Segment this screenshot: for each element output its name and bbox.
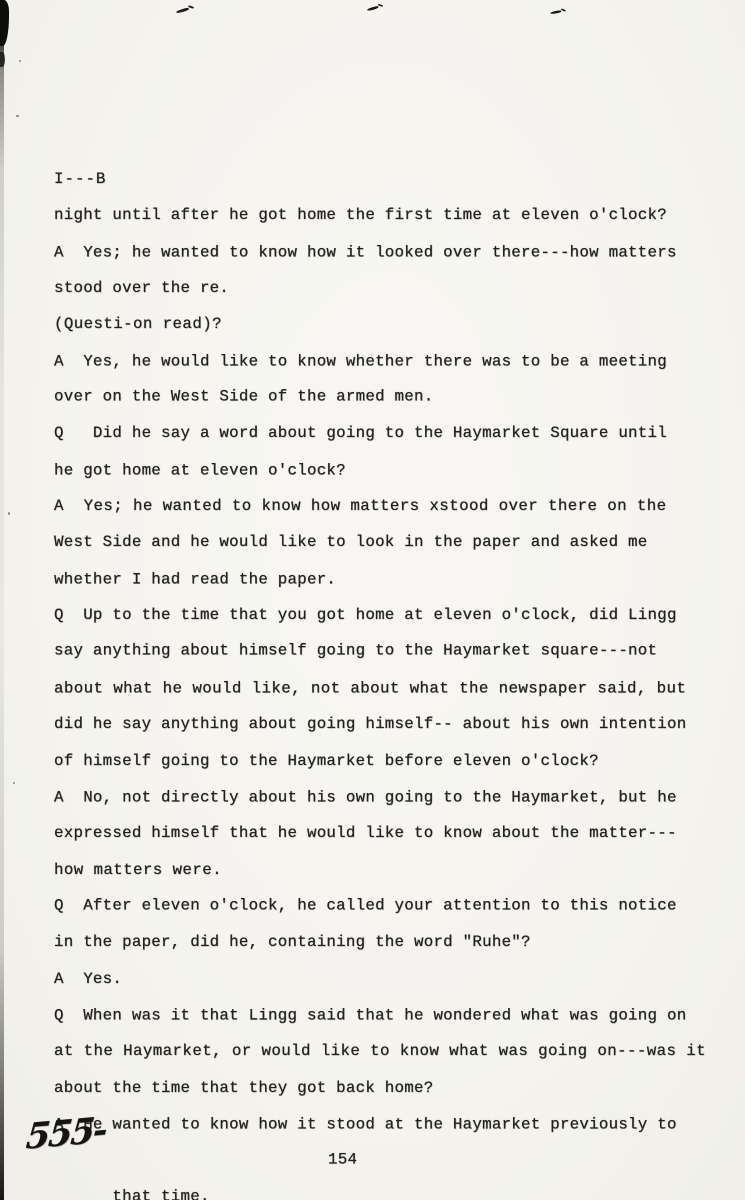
scan-edge-blob (0, 0, 9, 46)
transcript-line: Q After eleven o'clock, he called your attention to this notice (54, 896, 677, 915)
transcript-line: over on the West Side of the armed men. (54, 387, 434, 406)
ink-smudge (550, 8, 566, 16)
transcript-line: how matters were. (54, 860, 222, 879)
transcript-line: of himself going to the Haymarket before eleven o'clock? (54, 751, 599, 770)
paper-speck (16, 115, 19, 117)
transcript-line: about what he would like, not about what the newspaper said, but (54, 679, 687, 698)
paper-speck (13, 782, 15, 784)
transcript-line: in the paper, did he, containing the word "Ruhe"? (54, 933, 531, 952)
handwritten-margin-number: 555- (24, 1109, 108, 1158)
transcript-line: say anything about himself going to the Haymarket square---not (54, 641, 658, 660)
typewritten-text-block (54, 161, 714, 1200)
paper-speck (19, 60, 21, 62)
transcript-line: A He wanted to know how it stood at the Haymarket previously to (54, 1115, 677, 1134)
transcript-line: stood over the re. (54, 279, 230, 298)
transcript-line: night until after he got home the first time at eleven o'clock? (54, 206, 667, 225)
section-label: I---B (54, 170, 107, 188)
last-line-text: that time. (112, 1187, 210, 1200)
transcript-line: (Questi-on read)? (54, 315, 222, 334)
transcript-line: Q Up to the time that you got home at eleven o'clock, did Lingg (54, 606, 677, 625)
scan-edge-blob (0, 52, 5, 67)
transcript-line: about the time that they got back home? (54, 1078, 434, 1097)
scan-edge-artifact (0, 0, 4, 1200)
transcript-line: whether I had read the paper. (54, 570, 337, 589)
page-number: 154 (328, 1150, 358, 1169)
transcript-line: expressed himself that he would like to know about the matter--- (54, 824, 677, 843)
transcript-line: Q Did he say a word about going to the Haymarket Square until (54, 424, 667, 443)
ink-smudge (176, 6, 194, 14)
transcript-line: West Side and he would like to look in the paper and asked me (54, 533, 648, 552)
transcript-line: A Yes; he wanted to know how it looked over there---how matters (54, 243, 677, 262)
transcript-line: at the Haymarket, or would like to know what was going on---was it (54, 1042, 707, 1061)
transcript-line: A Yes, he would like to know whether there was to be a meeting (54, 352, 667, 371)
transcript-line: Q When was it that Lingg said that he wondered what was going on (54, 1006, 687, 1025)
transcript-footer-line (54, 1142, 714, 1200)
transcript-line: did he say anything about going himself-- about his own intention (54, 715, 687, 734)
transcript-line: A No, not directly about his own going to the Haymarket, but he (54, 788, 677, 807)
ink-smudge (367, 4, 383, 11)
transcript-line: A Yes. (54, 969, 123, 988)
paper-speck (8, 512, 10, 515)
transcript-line: A Yes; he wanted to know how matters xstood over there on the (54, 497, 667, 516)
transcript-line: he got home at eleven o'clock? (54, 461, 346, 480)
